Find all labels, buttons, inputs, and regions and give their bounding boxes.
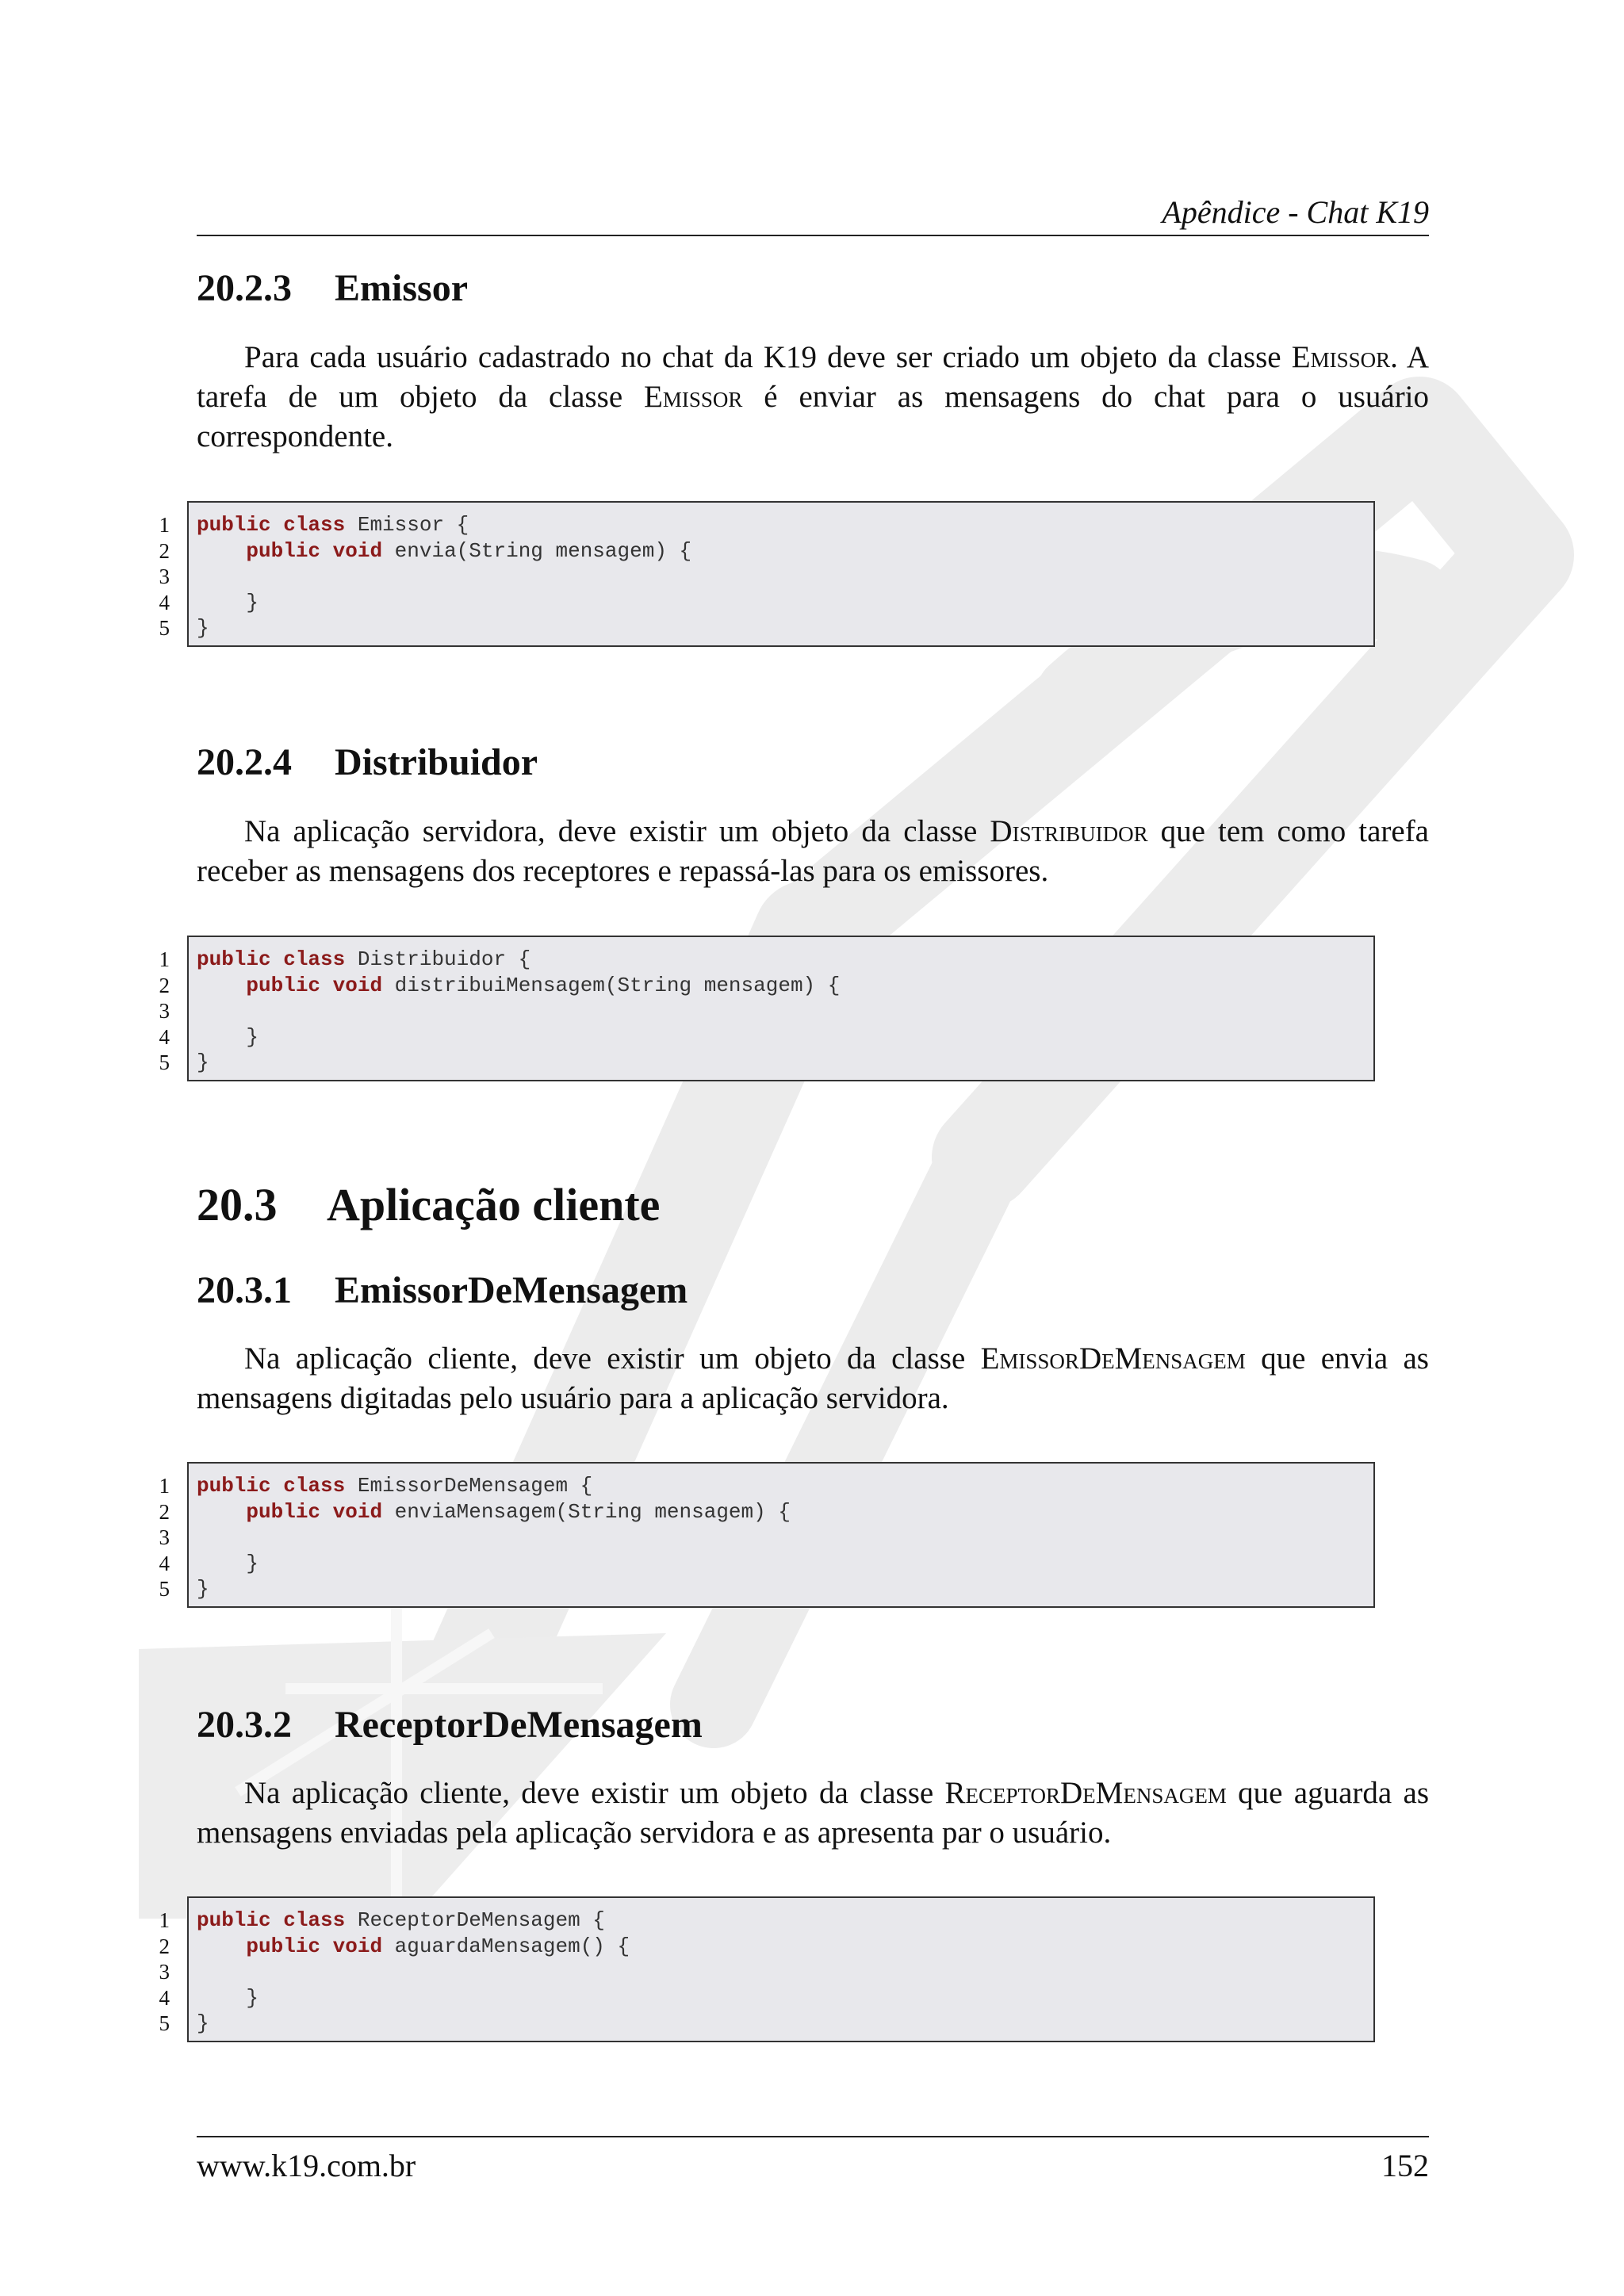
- section-title: ReceptorDeMensagem: [335, 1704, 703, 1746]
- header-rule: [197, 235, 1429, 236]
- footer-rule: [197, 2136, 1429, 2137]
- code-listing-receptordemensagem: [151, 1896, 1377, 2044]
- code-box: [187, 501, 1375, 647]
- code-listing-distribuidor: [151, 936, 1377, 1083]
- line-numbers: 1 2 3 4 5: [159, 947, 170, 1074]
- line-numbers: 1 2 3 4 5: [159, 1908, 170, 2035]
- section-title: Aplicação cliente: [327, 1179, 661, 1230]
- code-box: [187, 936, 1375, 1081]
- code-text: public class Emissor { public void envia(String mensagem) { } }: [197, 513, 692, 640]
- section-number: 20.2.3: [197, 267, 292, 309]
- class-name: EmissorDeMensagem: [980, 1341, 1246, 1376]
- paragraph-emissordemensagem: Na aplicação cliente, deve existir um objeto da classe EmissorDeMensagem que envia as mensagens digitadas pelo usuário para a aplicação servidora.: [197, 1341, 1429, 1415]
- class-name: Emissor: [1291, 340, 1391, 374]
- code-text: public class ReceptorDeMensagem { public void aguardaMensagem() { } }: [197, 1908, 630, 2035]
- code-text: public class EmissorDeMensagem { public void enviaMensagem(String mensagem) { } }: [197, 1474, 791, 1601]
- paragraph-emissor: Para cada usuário cadastrado no chat da K19 deve ser criado um objeto da classe Emissor. A tarefa de um objeto da classe Emissor é enviar as mensagens do chat para o usuário correspondente.: [197, 340, 1430, 453]
- section-title: Distribuidor: [335, 741, 538, 783]
- section-number: 20.2.4: [197, 741, 292, 783]
- class-name: Emissor: [644, 380, 743, 414]
- class-name: Distribuidor: [990, 814, 1148, 848]
- code-listing-emissordemensagem: [151, 1462, 1377, 1609]
- class-name: ReceptorDeMensagem: [944, 1776, 1227, 1810]
- section-number: 20.3: [197, 1179, 278, 1230]
- section-title: EmissorDeMensagem: [335, 1269, 688, 1311]
- subsection-heading-emissor: [197, 266, 468, 310]
- subsection-heading-receptordemensagem: [197, 1703, 703, 1747]
- line-numbers: 1 2 3 4 5: [159, 1474, 170, 1601]
- section-number: 20.3.1: [197, 1269, 292, 1311]
- subsection-heading-emissordemensagem: [197, 1269, 688, 1312]
- line-numbers: 1 2 3 4 5: [159, 513, 170, 640]
- footer-url: www.k19.com.br: [197, 2148, 416, 2183]
- subsection-heading-distribuidor: [197, 740, 538, 784]
- section-heading-aplicacao-cliente: [197, 1178, 660, 1231]
- running-header: Apêndice - Chat K19: [1162, 194, 1429, 230]
- paragraph-distribuidor: Na aplicação servidora, deve existir um objeto da classe Distribuidor que tem como tarefa receber as mensagens dos receptores e repassá-las para os emissores.: [197, 814, 1429, 888]
- page-number: 152: [1381, 2148, 1429, 2183]
- section-title: Emissor: [335, 267, 468, 309]
- section-number: 20.3.2: [197, 1704, 292, 1746]
- code-box: [187, 1462, 1375, 1608]
- code-listing-emissor: [151, 501, 1377, 649]
- code-box: [187, 1896, 1375, 2042]
- code-text: public class Distribuidor { public void distribuiMensagem(String mensagem) { } }: [197, 947, 841, 1074]
- paragraph-receptordemensagem: Na aplicação cliente, deve existir um objeto da classe ReceptorDeMensagem que aguarda as mensagens enviadas pela aplicação servidora e as apresenta par o usuário.: [197, 1776, 1429, 1850]
